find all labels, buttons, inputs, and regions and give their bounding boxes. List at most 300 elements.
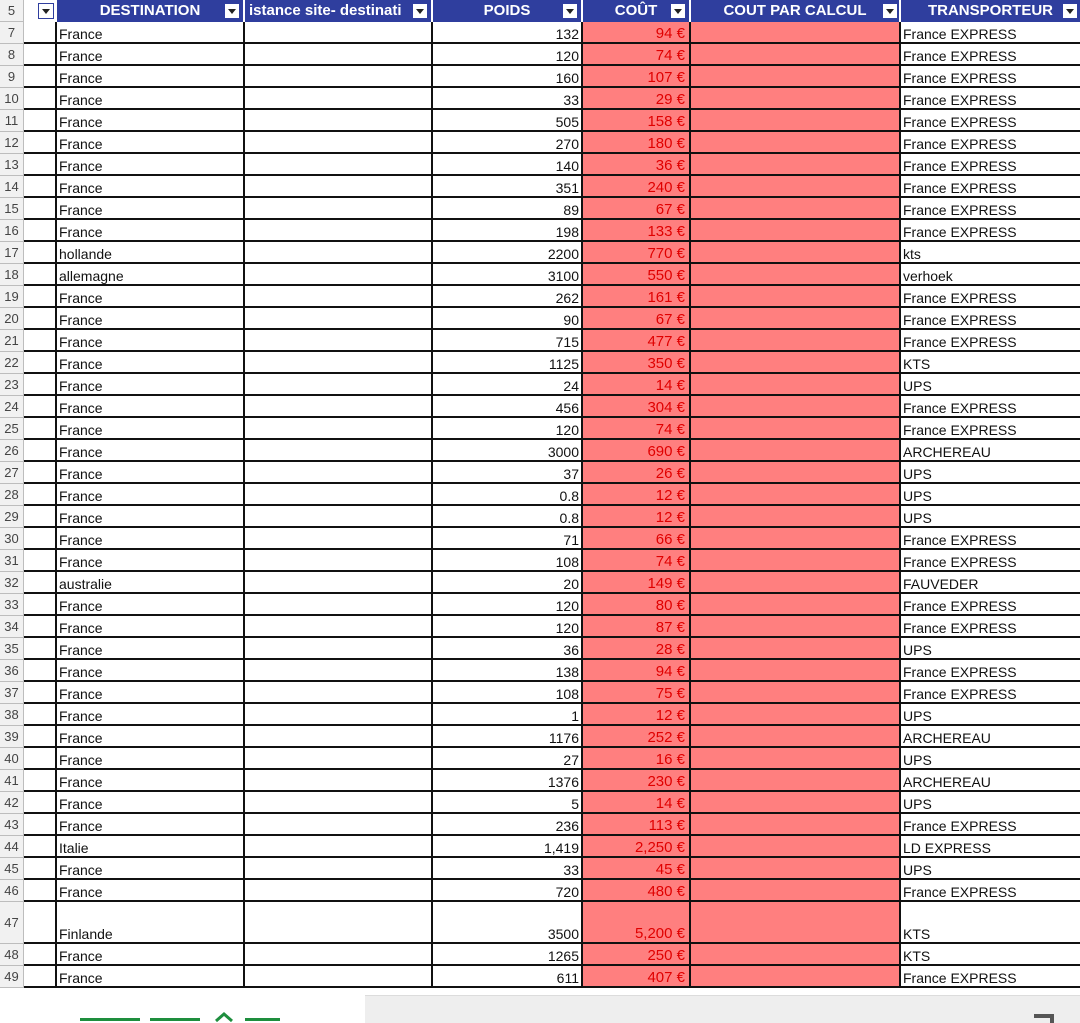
cell-column-a[interactable] bbox=[24, 462, 57, 484]
cell-cout-calcul[interactable] bbox=[691, 858, 901, 880]
cell-distance[interactable] bbox=[245, 836, 433, 858]
cell-column-a[interactable] bbox=[24, 616, 57, 638]
cell-transporteur[interactable]: France EXPRESS bbox=[901, 682, 1080, 704]
cell-column-a[interactable] bbox=[24, 132, 57, 154]
row-number[interactable]: 32 bbox=[0, 572, 24, 594]
cell-distance[interactable] bbox=[245, 264, 433, 286]
cell-transporteur[interactable]: ARCHEREAU bbox=[901, 440, 1080, 462]
cell-transporteur[interactable]: UPS bbox=[901, 792, 1080, 814]
cell-transporteur[interactable]: France EXPRESS bbox=[901, 418, 1080, 440]
cell-cout-calcul[interactable] bbox=[691, 770, 901, 792]
cell-cout-calcul[interactable] bbox=[691, 198, 901, 220]
cell-cout-calcul[interactable] bbox=[691, 110, 901, 132]
cell-cout-calcul[interactable] bbox=[691, 594, 901, 616]
cell-cout[interactable]: 250 € bbox=[583, 944, 691, 966]
cell-destination[interactable]: France bbox=[57, 944, 245, 966]
cell-destination[interactable]: France bbox=[57, 22, 245, 44]
cell-poids[interactable]: 89 bbox=[433, 198, 583, 220]
cell-column-a[interactable] bbox=[24, 198, 57, 220]
cell-column-a[interactable] bbox=[24, 330, 57, 352]
cell-poids[interactable]: 236 bbox=[433, 814, 583, 836]
row-number[interactable]: 30 bbox=[0, 528, 24, 550]
row-number[interactable]: 7 bbox=[0, 22, 24, 44]
row-number[interactable]: 39 bbox=[0, 726, 24, 748]
cell-column-a[interactable] bbox=[24, 704, 57, 726]
cell-cout[interactable]: 75 € bbox=[583, 682, 691, 704]
cell-cout-calcul[interactable] bbox=[691, 550, 901, 572]
cell-transporteur[interactable]: France EXPRESS bbox=[901, 660, 1080, 682]
cell-cout-calcul[interactable] bbox=[691, 352, 901, 374]
cell-poids[interactable]: 0.8 bbox=[433, 506, 583, 528]
cell-distance[interactable] bbox=[245, 462, 433, 484]
row-number[interactable]: 45 bbox=[0, 858, 24, 880]
cell-transporteur[interactable]: UPS bbox=[901, 704, 1080, 726]
transporteur-header[interactable] bbox=[901, 0, 1080, 22]
distance-filter[interactable] bbox=[410, 0, 430, 22]
cell-poids[interactable]: 33 bbox=[433, 858, 583, 880]
cell-distance[interactable] bbox=[245, 506, 433, 528]
cell-column-a[interactable] bbox=[24, 374, 57, 396]
row-number[interactable]: 22 bbox=[0, 352, 24, 374]
cell-transporteur[interactable]: France EXPRESS bbox=[901, 308, 1080, 330]
cell-destination[interactable]: France bbox=[57, 330, 245, 352]
cell-cout[interactable]: 80 € bbox=[583, 594, 691, 616]
cell-cout[interactable]: 87 € bbox=[583, 616, 691, 638]
cell-destination[interactable]: France bbox=[57, 748, 245, 770]
cell-poids[interactable]: 120 bbox=[433, 594, 583, 616]
cell-distance[interactable] bbox=[245, 66, 433, 88]
cell-destination[interactable]: australie bbox=[57, 572, 245, 594]
row-number[interactable]: 44 bbox=[0, 836, 24, 858]
cell-column-a[interactable] bbox=[24, 792, 57, 814]
row-number[interactable]: 9 bbox=[0, 66, 24, 88]
cell-column-a[interactable] bbox=[24, 44, 57, 66]
cell-destination[interactable]: France bbox=[57, 352, 245, 374]
cell-cout[interactable]: 770 € bbox=[583, 242, 691, 264]
filter-dropdown-icon[interactable] bbox=[412, 3, 428, 19]
cell-cout[interactable]: 252 € bbox=[583, 726, 691, 748]
cell-column-a[interactable] bbox=[24, 660, 57, 682]
cell-poids[interactable]: 505 bbox=[433, 110, 583, 132]
destination-filter[interactable] bbox=[222, 0, 242, 22]
cell-transporteur[interactable]: France EXPRESS bbox=[901, 44, 1080, 66]
cell-column-a[interactable] bbox=[24, 154, 57, 176]
cell-cout[interactable]: 180 € bbox=[583, 132, 691, 154]
cell-transporteur[interactable]: France EXPRESS bbox=[901, 88, 1080, 110]
row-number[interactable]: 21 bbox=[0, 330, 24, 352]
cell-destination[interactable]: France bbox=[57, 110, 245, 132]
cell-cout[interactable]: 690 € bbox=[583, 440, 691, 462]
poids-filter[interactable] bbox=[560, 0, 580, 22]
row-number[interactable]: 47 bbox=[0, 902, 24, 944]
cell-cout[interactable]: 94 € bbox=[583, 22, 691, 44]
cell-distance[interactable] bbox=[245, 440, 433, 462]
cell-transporteur[interactable]: UPS bbox=[901, 638, 1080, 660]
cell-cout-calcul[interactable] bbox=[691, 836, 901, 858]
cell-distance[interactable] bbox=[245, 330, 433, 352]
cell-distance[interactable] bbox=[245, 880, 433, 902]
cell-destination[interactable]: France bbox=[57, 966, 245, 988]
cell-destination[interactable]: France bbox=[57, 198, 245, 220]
cell-distance[interactable] bbox=[245, 616, 433, 638]
cell-destination[interactable]: France bbox=[57, 616, 245, 638]
cell-cout[interactable]: 12 € bbox=[583, 484, 691, 506]
cell-column-a[interactable] bbox=[24, 902, 57, 944]
cell-column-a[interactable] bbox=[24, 858, 57, 880]
cell-cout-calcul[interactable] bbox=[691, 880, 901, 902]
cell-destination[interactable]: Finlande bbox=[57, 902, 245, 944]
cell-poids[interactable]: 3500 bbox=[433, 902, 583, 944]
cell-transporteur[interactable]: LD EXPRESS bbox=[901, 836, 1080, 858]
cell-cout[interactable]: 240 € bbox=[583, 176, 691, 198]
cell-destination[interactable]: France bbox=[57, 484, 245, 506]
row-number[interactable]: 49 bbox=[0, 966, 24, 988]
cell-cout[interactable]: 2,250 € bbox=[583, 836, 691, 858]
row-number[interactable]: 29 bbox=[0, 506, 24, 528]
cell-transporteur[interactable]: France EXPRESS bbox=[901, 880, 1080, 902]
row-number[interactable]: 33 bbox=[0, 594, 24, 616]
cell-transporteur[interactable]: KTS bbox=[901, 352, 1080, 374]
cell-destination[interactable]: France bbox=[57, 550, 245, 572]
row-number[interactable]: 37 bbox=[0, 682, 24, 704]
cell-cout[interactable]: 350 € bbox=[583, 352, 691, 374]
cell-distance[interactable] bbox=[245, 88, 433, 110]
row-number[interactable]: 46 bbox=[0, 880, 24, 902]
cell-cout-calcul[interactable] bbox=[691, 374, 901, 396]
cell-cout-calcul[interactable] bbox=[691, 330, 901, 352]
cell-destination[interactable]: France bbox=[57, 132, 245, 154]
cell-destination[interactable]: France bbox=[57, 44, 245, 66]
cell-distance[interactable] bbox=[245, 966, 433, 988]
cell-poids[interactable]: 120 bbox=[433, 418, 583, 440]
cell-poids[interactable]: 132 bbox=[433, 22, 583, 44]
cell-column-a[interactable] bbox=[24, 528, 57, 550]
cell-destination[interactable]: Italie bbox=[57, 836, 245, 858]
row-number[interactable]: 40 bbox=[0, 748, 24, 770]
cell-cout-calcul[interactable] bbox=[691, 966, 901, 988]
expand-icon[interactable] bbox=[1032, 1014, 1054, 1023]
cell-distance[interactable] bbox=[245, 726, 433, 748]
cell-distance[interactable] bbox=[245, 220, 433, 242]
cell-cout[interactable]: 480 € bbox=[583, 880, 691, 902]
cell-cout[interactable]: 5,200 € bbox=[583, 902, 691, 944]
cell-destination[interactable]: France bbox=[57, 858, 245, 880]
cell-distance[interactable] bbox=[245, 176, 433, 198]
cout-calcul-filter[interactable] bbox=[880, 0, 900, 22]
cell-transporteur[interactable]: verhoek bbox=[901, 264, 1080, 286]
cell-cout-calcul[interactable] bbox=[691, 792, 901, 814]
row-number[interactable]: 35 bbox=[0, 638, 24, 660]
cell-poids[interactable]: 160 bbox=[433, 66, 583, 88]
cell-cout[interactable]: 113 € bbox=[583, 814, 691, 836]
cell-destination[interactable]: France bbox=[57, 792, 245, 814]
cell-distance[interactable] bbox=[245, 550, 433, 572]
row-number[interactable]: 36 bbox=[0, 660, 24, 682]
cell-column-a[interactable] bbox=[24, 242, 57, 264]
row-number[interactable]: 28 bbox=[0, 484, 24, 506]
cell-distance[interactable] bbox=[245, 484, 433, 506]
cell-destination[interactable]: France bbox=[57, 396, 245, 418]
cell-column-a[interactable] bbox=[24, 748, 57, 770]
cell-cout[interactable]: 407 € bbox=[583, 966, 691, 988]
cell-transporteur[interactable]: UPS bbox=[901, 858, 1080, 880]
cell-destination[interactable]: France bbox=[57, 176, 245, 198]
cell-destination[interactable]: France bbox=[57, 704, 245, 726]
cell-distance[interactable] bbox=[245, 682, 433, 704]
row-number[interactable]: 11 bbox=[0, 110, 24, 132]
filter-dropdown-icon[interactable] bbox=[882, 3, 898, 19]
cell-transporteur[interactable]: KTS bbox=[901, 902, 1080, 944]
cell-cout[interactable]: 16 € bbox=[583, 748, 691, 770]
cell-cout-calcul[interactable] bbox=[691, 528, 901, 550]
row-number[interactable]: 16 bbox=[0, 220, 24, 242]
cell-poids[interactable]: 351 bbox=[433, 176, 583, 198]
cell-transporteur[interactable]: France EXPRESS bbox=[901, 22, 1080, 44]
cell-destination[interactable]: France bbox=[57, 880, 245, 902]
cell-cout-calcul[interactable] bbox=[691, 220, 901, 242]
row-number[interactable]: 12 bbox=[0, 132, 24, 154]
destination-header[interactable] bbox=[57, 0, 245, 22]
cell-cout-calcul[interactable] bbox=[691, 418, 901, 440]
cell-cout-calcul[interactable] bbox=[691, 902, 901, 944]
cout-filter[interactable] bbox=[668, 0, 688, 22]
cell-distance[interactable] bbox=[245, 198, 433, 220]
cell-poids[interactable]: 108 bbox=[433, 550, 583, 572]
cell-cout[interactable]: 26 € bbox=[583, 462, 691, 484]
cell-poids[interactable]: 715 bbox=[433, 330, 583, 352]
row-number[interactable]: 27 bbox=[0, 462, 24, 484]
cell-poids[interactable]: 90 bbox=[433, 308, 583, 330]
cell-poids[interactable]: 120 bbox=[433, 44, 583, 66]
cell-cout-calcul[interactable] bbox=[691, 814, 901, 836]
cell-column-a[interactable] bbox=[24, 594, 57, 616]
cell-destination[interactable]: France bbox=[57, 220, 245, 242]
cell-poids[interactable]: 1176 bbox=[433, 726, 583, 748]
cell-poids[interactable]: 456 bbox=[433, 396, 583, 418]
cell-distance[interactable] bbox=[245, 308, 433, 330]
cell-distance[interactable] bbox=[245, 132, 433, 154]
cell-poids[interactable]: 611 bbox=[433, 966, 583, 988]
cell-cout-calcul[interactable] bbox=[691, 66, 901, 88]
cell-cout[interactable]: 304 € bbox=[583, 396, 691, 418]
cell-cout[interactable]: 74 € bbox=[583, 418, 691, 440]
cell-transporteur[interactable]: ARCHEREAU bbox=[901, 770, 1080, 792]
cell-transporteur[interactable]: ARCHEREAU bbox=[901, 726, 1080, 748]
cell-destination[interactable]: France bbox=[57, 286, 245, 308]
cell-cout[interactable]: 133 € bbox=[583, 220, 691, 242]
cell-destination[interactable]: France bbox=[57, 308, 245, 330]
cell-transporteur[interactable]: France EXPRESS bbox=[901, 154, 1080, 176]
cell-transporteur[interactable]: France EXPRESS bbox=[901, 110, 1080, 132]
cell-cout[interactable]: 28 € bbox=[583, 638, 691, 660]
cell-poids[interactable]: 1,419 bbox=[433, 836, 583, 858]
cell-destination[interactable]: France bbox=[57, 154, 245, 176]
cell-poids[interactable]: 5 bbox=[433, 792, 583, 814]
cell-destination[interactable]: France bbox=[57, 682, 245, 704]
cell-poids[interactable]: 33 bbox=[433, 88, 583, 110]
row-number[interactable]: 23 bbox=[0, 374, 24, 396]
cell-distance[interactable] bbox=[245, 374, 433, 396]
cell-cout[interactable]: 550 € bbox=[583, 264, 691, 286]
cell-destination[interactable]: France bbox=[57, 660, 245, 682]
cell-poids[interactable]: 1265 bbox=[433, 944, 583, 966]
cell-transporteur[interactable]: France EXPRESS bbox=[901, 616, 1080, 638]
cell-distance[interactable] bbox=[245, 396, 433, 418]
cell-poids[interactable]: 2200 bbox=[433, 242, 583, 264]
row-number[interactable]: 15 bbox=[0, 198, 24, 220]
cell-column-a[interactable] bbox=[24, 176, 57, 198]
cell-cout-calcul[interactable] bbox=[691, 154, 901, 176]
cell-transporteur[interactable]: kts bbox=[901, 242, 1080, 264]
cell-column-a[interactable] bbox=[24, 880, 57, 902]
cell-cout-calcul[interactable] bbox=[691, 748, 901, 770]
cell-column-a[interactable] bbox=[24, 770, 57, 792]
cell-column-a[interactable] bbox=[24, 220, 57, 242]
row-number[interactable]: 18 bbox=[0, 264, 24, 286]
transporteur-filter[interactable] bbox=[1061, 0, 1080, 22]
cell-cout[interactable]: 230 € bbox=[583, 770, 691, 792]
cell-column-a[interactable] bbox=[24, 638, 57, 660]
cell-distance[interactable] bbox=[245, 594, 433, 616]
cell-cout-calcul[interactable] bbox=[691, 616, 901, 638]
cell-distance[interactable] bbox=[245, 944, 433, 966]
cell-poids[interactable]: 108 bbox=[433, 682, 583, 704]
cell-cout-calcul[interactable] bbox=[691, 704, 901, 726]
cell-destination[interactable]: France bbox=[57, 374, 245, 396]
cell-destination[interactable]: France bbox=[57, 418, 245, 440]
row-number[interactable]: 48 bbox=[0, 944, 24, 966]
cell-destination[interactable]: France bbox=[57, 814, 245, 836]
filter-dropdown-icon[interactable] bbox=[38, 3, 54, 19]
cell-cout[interactable]: 477 € bbox=[583, 330, 691, 352]
cell-poids[interactable]: 20 bbox=[433, 572, 583, 594]
cell-poids[interactable]: 720 bbox=[433, 880, 583, 902]
cell-destination[interactable]: France bbox=[57, 594, 245, 616]
cell-distance[interactable] bbox=[245, 572, 433, 594]
cell-poids[interactable]: 120 bbox=[433, 616, 583, 638]
cell-distance[interactable] bbox=[245, 748, 433, 770]
filter-dropdown-icon[interactable] bbox=[224, 3, 240, 19]
cell-transporteur[interactable]: UPS bbox=[901, 748, 1080, 770]
cell-transporteur[interactable]: France EXPRESS bbox=[901, 198, 1080, 220]
cell-cout-calcul[interactable] bbox=[691, 660, 901, 682]
distance-header[interactable] bbox=[245, 0, 433, 22]
cell-column-a[interactable] bbox=[24, 264, 57, 286]
cell-cout-calcul[interactable] bbox=[691, 506, 901, 528]
cell-cout-calcul[interactable] bbox=[691, 264, 901, 286]
row-number[interactable]: 26 bbox=[0, 440, 24, 462]
cell-distance[interactable] bbox=[245, 44, 433, 66]
cell-transporteur[interactable]: UPS bbox=[901, 462, 1080, 484]
cell-distance[interactable] bbox=[245, 858, 433, 880]
cell-column-a[interactable] bbox=[24, 726, 57, 748]
cell-cout[interactable]: 161 € bbox=[583, 286, 691, 308]
cell-transporteur[interactable]: FAUVEDER bbox=[901, 572, 1080, 594]
row-number[interactable]: 10 bbox=[0, 88, 24, 110]
cell-distance[interactable] bbox=[245, 792, 433, 814]
cell-distance[interactable] bbox=[245, 418, 433, 440]
cell-destination[interactable]: France bbox=[57, 528, 245, 550]
cell-poids[interactable]: 138 bbox=[433, 660, 583, 682]
cell-cout[interactable]: 74 € bbox=[583, 44, 691, 66]
cell-cout[interactable]: 94 € bbox=[583, 660, 691, 682]
cell-distance[interactable] bbox=[245, 770, 433, 792]
cell-distance[interactable] bbox=[245, 22, 433, 44]
cell-column-a[interactable] bbox=[24, 352, 57, 374]
cell-cout-calcul[interactable] bbox=[691, 572, 901, 594]
cell-poids[interactable]: 1376 bbox=[433, 770, 583, 792]
cell-cout[interactable]: 12 € bbox=[583, 506, 691, 528]
cell-destination[interactable]: France bbox=[57, 638, 245, 660]
cell-column-a[interactable] bbox=[24, 308, 57, 330]
cell-cout[interactable]: 66 € bbox=[583, 528, 691, 550]
cell-cout-calcul[interactable] bbox=[691, 944, 901, 966]
cell-destination[interactable]: France bbox=[57, 66, 245, 88]
row-number[interactable]: 34 bbox=[0, 616, 24, 638]
cell-column-a[interactable] bbox=[24, 22, 57, 44]
cell-transporteur[interactable]: France EXPRESS bbox=[901, 176, 1080, 198]
cell-cout-calcul[interactable] bbox=[691, 22, 901, 44]
cell-poids[interactable]: 198 bbox=[433, 220, 583, 242]
cell-cout-calcul[interactable] bbox=[691, 726, 901, 748]
cell-destination[interactable]: France bbox=[57, 726, 245, 748]
cell-destination[interactable]: France bbox=[57, 88, 245, 110]
cell-cout-calcul[interactable] bbox=[691, 308, 901, 330]
cell-destination[interactable]: allemagne bbox=[57, 264, 245, 286]
cell-cout-calcul[interactable] bbox=[691, 242, 901, 264]
row-number[interactable]: 38 bbox=[0, 704, 24, 726]
cell-transporteur[interactable]: France EXPRESS bbox=[901, 814, 1080, 836]
cell-poids[interactable]: 140 bbox=[433, 154, 583, 176]
cell-transporteur[interactable]: UPS bbox=[901, 484, 1080, 506]
cell-poids[interactable]: 24 bbox=[433, 374, 583, 396]
cell-column-a[interactable] bbox=[24, 572, 57, 594]
cell-poids[interactable]: 37 bbox=[433, 462, 583, 484]
cell-cout-calcul[interactable] bbox=[691, 440, 901, 462]
cell-transporteur[interactable]: France EXPRESS bbox=[901, 66, 1080, 88]
row-number[interactable]: 31 bbox=[0, 550, 24, 572]
cell-column-a[interactable] bbox=[24, 966, 57, 988]
cell-cout[interactable]: 29 € bbox=[583, 88, 691, 110]
cell-cout-calcul[interactable] bbox=[691, 44, 901, 66]
cell-distance[interactable] bbox=[245, 286, 433, 308]
cell-cout-calcul[interactable] bbox=[691, 132, 901, 154]
cell-destination[interactable]: France bbox=[57, 506, 245, 528]
cell-destination[interactable]: hollande bbox=[57, 242, 245, 264]
cell-distance[interactable] bbox=[245, 242, 433, 264]
cell-column-a[interactable] bbox=[24, 396, 57, 418]
row-number[interactable]: 8 bbox=[0, 44, 24, 66]
cell-transporteur[interactable]: France EXPRESS bbox=[901, 396, 1080, 418]
cell-column-a[interactable] bbox=[24, 88, 57, 110]
cell-distance[interactable] bbox=[245, 704, 433, 726]
row-number[interactable]: 41 bbox=[0, 770, 24, 792]
cell-column-a[interactable] bbox=[24, 814, 57, 836]
row-number-header[interactable]: 5 bbox=[0, 0, 24, 22]
cell-poids[interactable]: 3100 bbox=[433, 264, 583, 286]
cell-poids[interactable]: 36 bbox=[433, 638, 583, 660]
cell-cout[interactable]: 74 € bbox=[583, 550, 691, 572]
cell-transporteur[interactable]: France EXPRESS bbox=[901, 966, 1080, 988]
cell-cout[interactable]: 67 € bbox=[583, 308, 691, 330]
row-number[interactable]: 25 bbox=[0, 418, 24, 440]
cell-cout[interactable]: 36 € bbox=[583, 154, 691, 176]
cell-distance[interactable] bbox=[245, 528, 433, 550]
cell-destination[interactable]: France bbox=[57, 440, 245, 462]
cell-cout-calcul[interactable] bbox=[691, 396, 901, 418]
cell-distance[interactable] bbox=[245, 352, 433, 374]
cell-column-a[interactable] bbox=[24, 682, 57, 704]
